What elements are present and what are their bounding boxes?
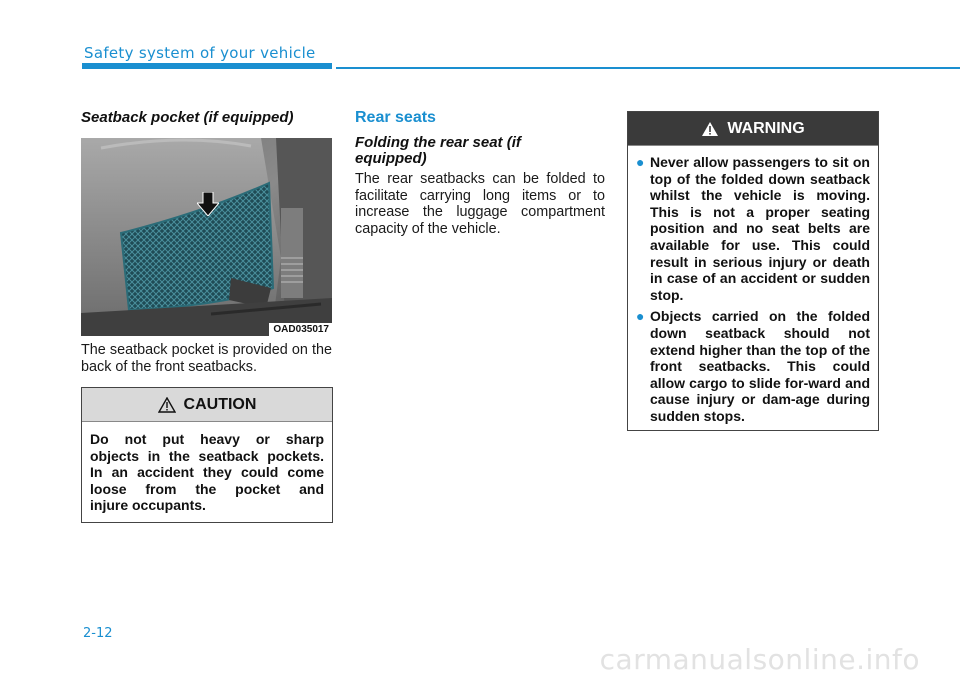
caution-title: CAUTION [183,395,257,413]
warning-box [627,111,879,431]
caution-line: In an accident they could come [90,464,324,481]
caution-line: Do not put heavy or sharp [90,431,324,447]
warning-item-text: Objects carried on the folded down seatback should not extend higher than the top of the front seatbacks. This could allow cargo to slide for-ward and cause injury or dam-age during sudden stops. [650,308,870,424]
watermark: carmanualsonline.info [599,643,920,676]
header-rule [336,67,960,69]
image-code: OAD035017 [269,323,332,336]
warning-triangle-icon [701,121,719,137]
warning-item [636,154,870,303]
seatback-pocket-description: The seatback pocket is provided on the back of the front seatbacks. [81,342,332,375]
caution-line: objects in the seatback pockets. [90,447,324,464]
warning-list [636,154,870,430]
seatback-pocket-illustration [81,138,332,336]
header-accent-bar [82,63,332,69]
caution-line: injure occupants. [90,497,206,514]
caution-box [81,387,333,523]
folding-rear-seat-subheading: Folding the rear seat (if equipped) [355,134,521,167]
warning-header [628,112,878,146]
caution-line: loose from the pocket and [90,480,324,497]
caution-header [82,388,332,422]
warning-triangle-icon [158,397,176,413]
down-arrow-icon [197,192,219,216]
bullet-icon: ● [636,308,645,325]
section-title: Safety system of your vehicle [84,44,316,62]
warning-item-text: Never allow passengers to sit on top of the folded down seatback whilst the vehicle is moving. This is not a proper seating position and no seat belts are available for use. This could result in serious injury or death in case of an accident or sudden stop. [650,154,870,303]
rear-seats-description: The rear seatbacks can be folded to facilitate carrying long items or to increase the luggage compartment capacity of the vehicle. [355,171,605,237]
page-number: 2-12 [83,626,113,641]
warning-title: WARNING [727,119,805,137]
seatback-pocket-heading: Seatback pocket (if equipped) [81,109,294,126]
rear-seats-heading: Rear seats [355,109,436,126]
seatback-pocket-photo [81,138,332,336]
caution-text [90,431,324,514]
bullet-icon: ● [636,154,645,170]
warning-item [636,308,870,424]
